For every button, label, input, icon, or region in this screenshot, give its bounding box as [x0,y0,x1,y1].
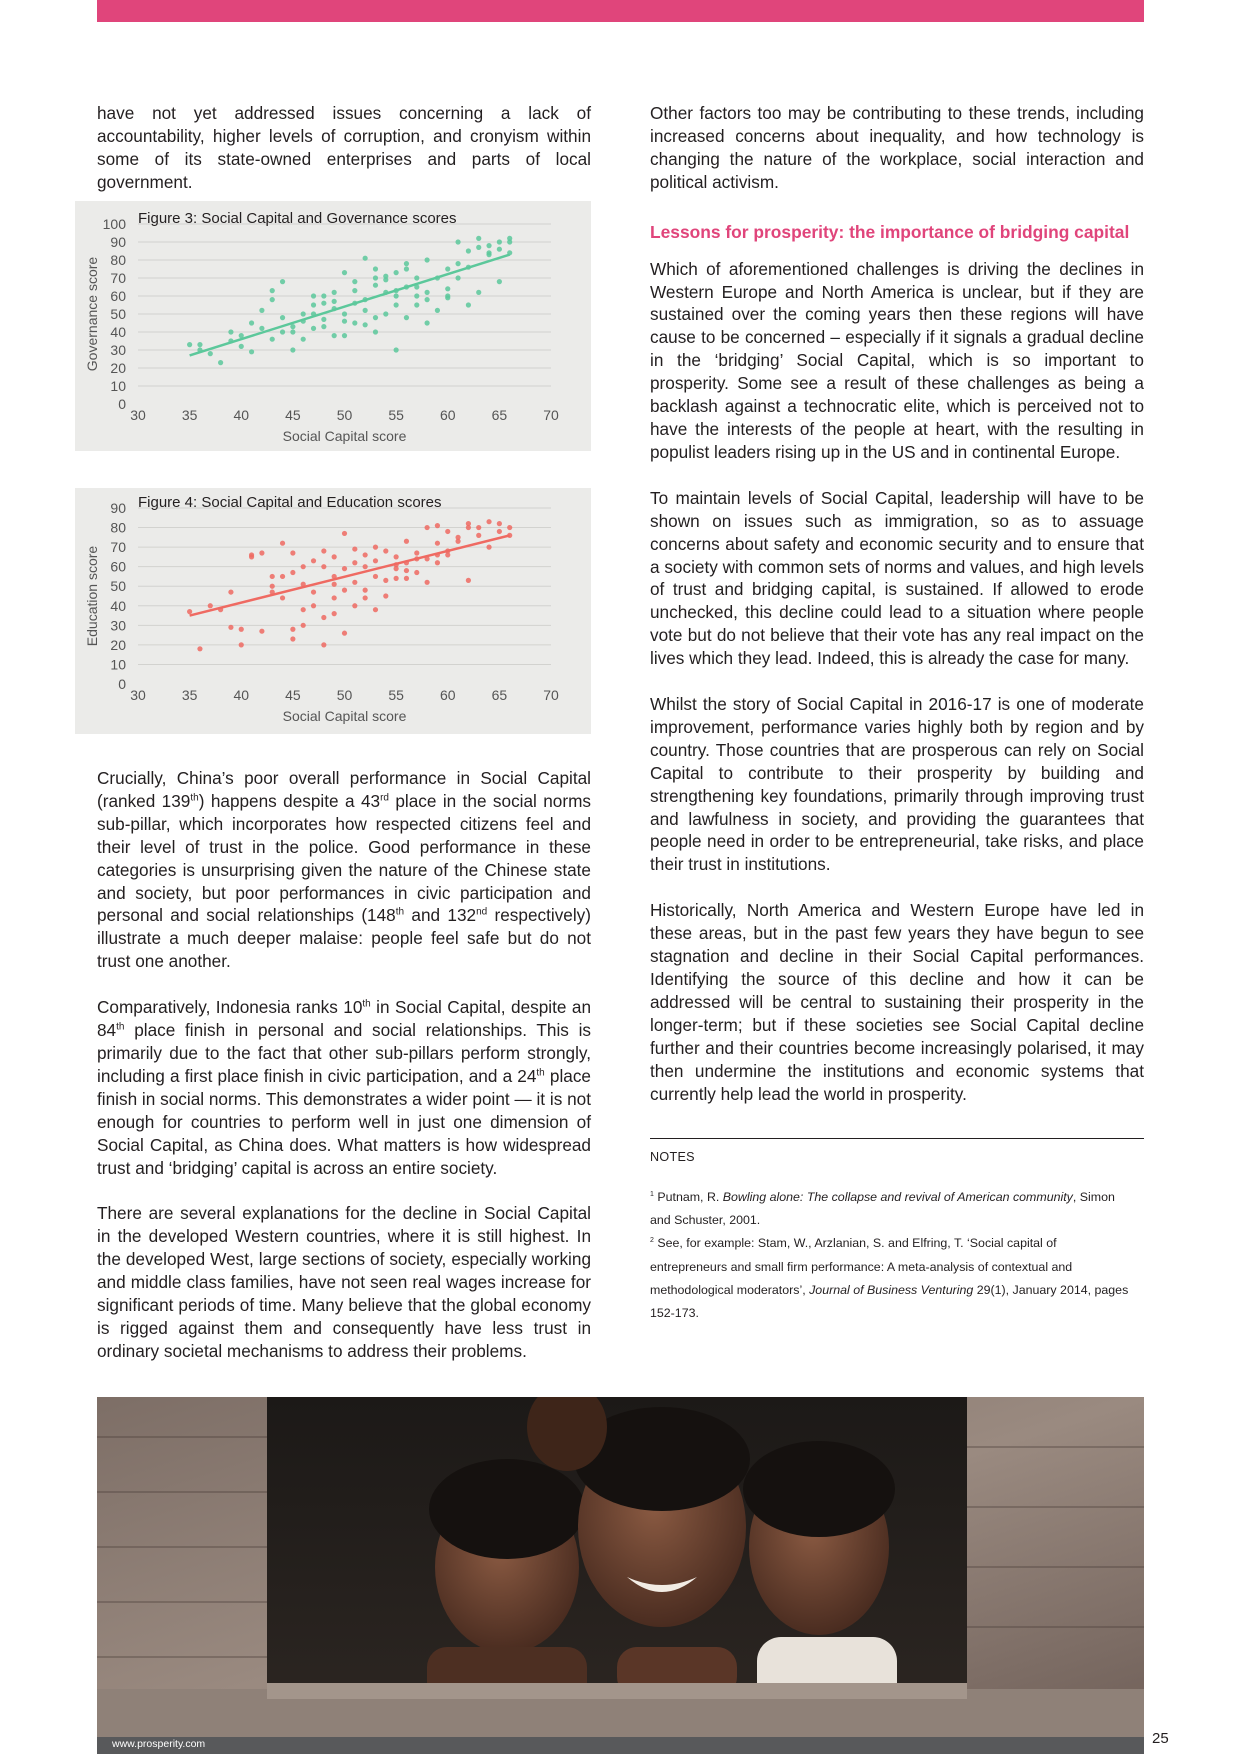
data-point [321,324,326,329]
data-point [394,566,399,571]
x-tick-label: 35 [181,407,198,423]
data-point [363,588,368,593]
data-point [466,302,471,307]
figure-4-education [75,488,591,734]
data-point [342,311,347,316]
data-point [259,308,264,313]
data-point [476,245,481,250]
paragraph-indonesia: Comparatively, Indonesia ranks 10th in Social Capital, despite an 84th place finish in personal and social relationships. This is primarily due to the fact that other sub-pillars perform strongly, including a first place finish in civic participation, and a 24th place finish in social norms. This demonstrates a wider point — it is not enough for countries to perform well in just one dimension of Social Capital, as China does. What matters is how widespread trust and ‘bridging’ capital is across an entire society. [97,997,591,1178]
x-tick-label: 40 [233,687,250,703]
footer-url[interactable]: www.prosperity.com [112,1738,206,1750]
left-column-lower [97,767,591,1363]
data-point [383,548,388,553]
data-point [466,578,471,583]
data-point [280,541,285,546]
data-point [373,558,378,563]
data-point [239,642,244,647]
data-point [342,588,347,593]
notes-title: NOTES [650,1150,695,1164]
figure-4-chart [75,488,591,734]
data-point [394,270,399,275]
data-point [352,580,357,585]
data-point [208,603,213,608]
data-point [332,611,337,616]
data-point [373,329,378,334]
data-point [280,595,285,600]
data-point [425,257,430,262]
data-point [497,247,502,252]
data-point [280,329,285,334]
data-point [383,593,388,598]
data-point [363,552,368,557]
notes-divider [650,1138,1144,1139]
data-point [425,297,430,302]
data-point [270,574,275,579]
y-tick-label: 10 [110,656,126,673]
data-point [476,290,481,295]
data-point [373,266,378,271]
y-tick-label: 30 [110,342,126,358]
paragraph-other-factors: Other factors too may be contributing to these trends, including increased concerns about inequality, and how technology is changing the nature of the workplace, social interaction and political activism. [650,103,1144,192]
data-point [321,564,326,569]
data-point [352,560,357,565]
data-point [197,342,202,347]
data-point [363,256,368,261]
data-point [414,293,419,298]
data-point [497,529,502,534]
y-tick-label: 80 [110,252,126,268]
data-point [425,290,430,295]
y-tick-label: 80 [110,519,126,536]
data-point [373,607,378,612]
data-point [414,275,419,280]
data-point [383,274,388,279]
data-point [280,574,285,579]
y-tick-label: 0 [118,396,126,412]
data-point [497,279,502,284]
y-tick-label: 0 [118,676,126,692]
page-number: 25 [1152,1730,1169,1747]
data-point [321,548,326,553]
data-point [352,288,357,293]
data-point [321,615,326,620]
data-point [239,627,244,632]
data-point [363,322,368,327]
left-column [97,102,591,194]
chart-title: Figure 3: Social Capital and Governance scores [138,210,457,227]
data-point [404,266,409,271]
x-tick-label: 60 [439,687,456,703]
paragraph-which: Which of aforementioned challenges is driving the declines in Western Europe and North America is unclear, but if they are sustained over the coming years then these regions will have cause to be concerned – especially if it signals a gradual decline in the ‘bridging’ Social Capital, which is so important to prosperity. Some see a result of these challenges as being a backlash against a technocratic elite, which is perceived not to have the interests of the people at heart, with the resulting in populist leaders rising up in the US and in continental Europe. [650,258,1144,462]
data-point [321,317,326,322]
data-point [311,589,316,594]
y-tick-label: 40 [110,324,126,340]
note-1: $^1$ Putnam, R. Bowling alone: The collapse and revival of American community, Simon and Schuster, 2001. [650,1190,1115,1228]
y-tick-label: 90 [110,234,126,250]
data-point [332,554,337,559]
x-tick-label: 50 [336,687,353,703]
data-point [280,279,285,284]
data-point [239,344,244,349]
data-point [435,541,440,546]
data-point [476,236,481,241]
x-tick-label: 55 [388,687,404,703]
data-point [311,603,316,608]
x-tick-label: 50 [336,407,353,423]
data-point [404,315,409,320]
data-point [352,279,357,284]
data-point [476,533,481,538]
data-point [435,308,440,313]
data-point [259,326,264,331]
data-point [373,283,378,288]
data-point [466,248,471,253]
data-point [445,266,450,271]
data-point [404,261,409,266]
data-point [187,609,192,614]
data-point [455,275,460,280]
y-tick-label: 90 [110,500,126,516]
x-tick-label: 65 [491,407,508,423]
data-point [445,295,450,300]
data-point [301,337,306,342]
data-point [497,239,502,244]
data-point [486,243,491,248]
data-point [425,525,430,530]
x-axis-label: Social Capital score [282,428,407,444]
data-point [311,293,316,298]
data-point [414,550,419,555]
x-tick-label: 35 [181,687,198,703]
paragraph-china: Crucially, China’s poor overall performance in Social Capital (ranked 139th) happens despite a 43rd place in the social norms sub-pillar, which incorporates how respected citizens feel and their level of trust in the police. Good performance in these categories is unsurprising given the nature of the Chinese state and society, but poor performances in civic participation and personal and social relationships (148th and 132nd respectively) illustrate a much deeper malaise: people feel safe but do not trust one another. [97,768,592,972]
data-point [249,554,254,559]
section-heading: Lessons for prosperity: the importance of bridging capital [650,221,1130,242]
data-point [373,275,378,280]
data-point [270,584,275,589]
x-tick-label: 60 [439,407,456,423]
data-point [373,574,378,579]
data-point [290,550,295,555]
y-tick-label: 30 [110,617,126,634]
data-point [445,286,450,291]
data-point [383,311,388,316]
data-point [435,523,440,528]
data-point [466,521,471,526]
right-column [650,102,1144,1105]
x-axis-label: Social Capital score [282,708,407,724]
paragraph-historically: Historically, North America and Western Europe have led in these areas, but in the past few years they have begun to see stagnation and decline in their Social Capital performances. Identifying the source of this decline and how it can be addressed will be central to sustaining their prosperity in the longer-term; but if these societies see Social Capital decline further and their countries become increasingly polarised, it may then undermine the institutions and economic systems that currently help lead the world in prosperity. [650,900,1144,1104]
chart-title: Figure 4: Social Capital and Education scores [138,494,442,511]
data-point [311,302,316,307]
data-point [290,347,295,352]
data-point [373,315,378,320]
data-point [249,320,254,325]
data-point [394,293,399,298]
data-point [383,578,388,583]
data-point [301,607,306,612]
footer-bar [97,1737,1144,1754]
data-point [301,623,306,628]
data-point [332,582,337,587]
data-point [455,539,460,544]
paragraph-maintain: To maintain levels of Social Capital, leadership will have to be shown on issues such as immigration, so as to assuage concerns about safety and economic security and to ensure that a society with common sets of norms and values, and high levels of trust and bridging capital, is sustained. If allowed to erode unchecked, this decline could lead to a situation where people vote but do not believe that their vote has any real impact on the lives which they lead. Indeed, this is already the case for many. [650,487,1144,669]
paragraph-intro: have not yet addressed issues concerning a lack of accountability, higher levels of corruption, and cronyism within some of its state-owned enterprises and parts of local government. [97,103,591,192]
y-tick-label: 10 [110,378,126,394]
data-point [352,603,357,608]
data-point [455,261,460,266]
x-tick-label: 30 [130,687,146,703]
note-2: $^2$ See, for example: Stam, W., Arzlanian, S. and Elfring, T. ‘Social capital of entrepreneurs and small firm performance: A meta-analysis of contextual and methodological moderators’, Journal of Business Venturing 29(1), January 2014, pages 152-173. [650,1236,1129,1321]
data-point [445,529,450,534]
data-point [332,333,337,338]
y-axis-label: Education score [84,545,100,647]
x-tick-label: 55 [388,407,404,423]
data-point [352,320,357,325]
data-point [342,631,347,636]
data-point [404,539,409,544]
trend-line [190,255,510,356]
y-tick-label: 20 [110,636,126,653]
data-point [290,570,295,575]
data-point [249,349,254,354]
y-tick-label: 50 [110,306,126,322]
data-point [342,270,347,275]
data-point [280,315,285,320]
data-point [363,595,368,600]
data-point [228,589,233,594]
paragraph-explanations: There are several explanations for the decline in Social Capital in the developed Western countries, where it is still highest. In the developed West, large sections of society, especially working and middle class families, have not seen real wages increase for significant periods of time. Many believe that the global economy is rigged against them and consequently have less trust in ordinary societal mechanisms to address their problems. [97,1203,591,1361]
data-point [290,324,295,329]
data-point [342,319,347,324]
data-point [332,290,337,295]
data-point [435,560,440,565]
data-point [342,531,347,536]
x-tick-label: 30 [130,407,146,423]
data-point [218,360,223,365]
photo-children-window [97,1397,1144,1737]
data-point [321,301,326,306]
data-point [311,326,316,331]
figure-3-chart [75,201,591,451]
y-tick-label: 100 [102,216,126,232]
data-point [270,337,275,342]
data-point [290,636,295,641]
x-tick-label: 70 [543,407,559,423]
data-point [332,595,337,600]
data-point [187,342,192,347]
data-point [394,347,399,352]
x-tick-label: 40 [233,407,250,423]
y-tick-label: 70 [110,270,126,286]
data-point [342,333,347,338]
data-point [332,299,337,304]
data-point [259,550,264,555]
data-point [352,546,357,551]
data-point [363,308,368,313]
data-point [311,558,316,563]
data-point [414,570,419,575]
paragraph-whilst: Whilst the story of Social Capital in 2016-17 is one of moderate improvement, performance varies highly both by region and by country. Those countries that are prosperous can rely on Social Capital to contribute to their prosperity by building and strengthening key foundations, primarily through improving trust and lawfulness in society, and providing the guarantees that people need in order to be entrepreneurial, take risks, and place their trust in institutions. [650,694,1144,875]
data-point [270,288,275,293]
y-tick-label: 40 [110,597,126,614]
data-point [497,521,502,526]
data-point [394,554,399,559]
data-point [373,545,378,550]
data-point [259,629,264,634]
data-point [228,625,233,630]
data-point [208,351,213,356]
x-tick-label: 45 [285,407,301,423]
photo-illustration [97,1397,1144,1737]
data-point [507,525,512,530]
data-point [342,566,347,571]
y-axis-label: Governance score [84,256,100,372]
data-point [290,329,295,334]
data-point [507,236,512,241]
data-point [197,646,202,651]
data-point [394,302,399,307]
y-tick-label: 20 [110,360,126,376]
data-point [486,545,491,550]
data-point [301,564,306,569]
data-point [321,642,326,647]
x-tick-label: 70 [543,687,559,703]
data-point [486,252,491,257]
data-point [414,302,419,307]
x-tick-label: 45 [285,687,301,703]
data-point [455,239,460,244]
y-tick-label: 70 [110,539,126,556]
data-point [290,627,295,632]
data-point [394,576,399,581]
data-point [363,564,368,569]
data-point [321,293,326,298]
data-point [404,576,409,581]
y-tick-label: 50 [110,578,126,595]
data-point [425,580,430,585]
data-point [445,552,450,557]
y-tick-label: 60 [110,288,126,304]
data-point [425,320,430,325]
data-point [404,568,409,573]
y-tick-label: 60 [110,558,126,575]
notes-list [650,1186,1130,1325]
data-point [228,329,233,334]
data-point [270,297,275,302]
top-accent-bar [97,0,1144,22]
data-point [486,519,491,524]
data-point [476,525,481,530]
data-point [301,311,306,316]
figure-3-governance [75,201,591,451]
x-tick-label: 65 [491,687,508,703]
